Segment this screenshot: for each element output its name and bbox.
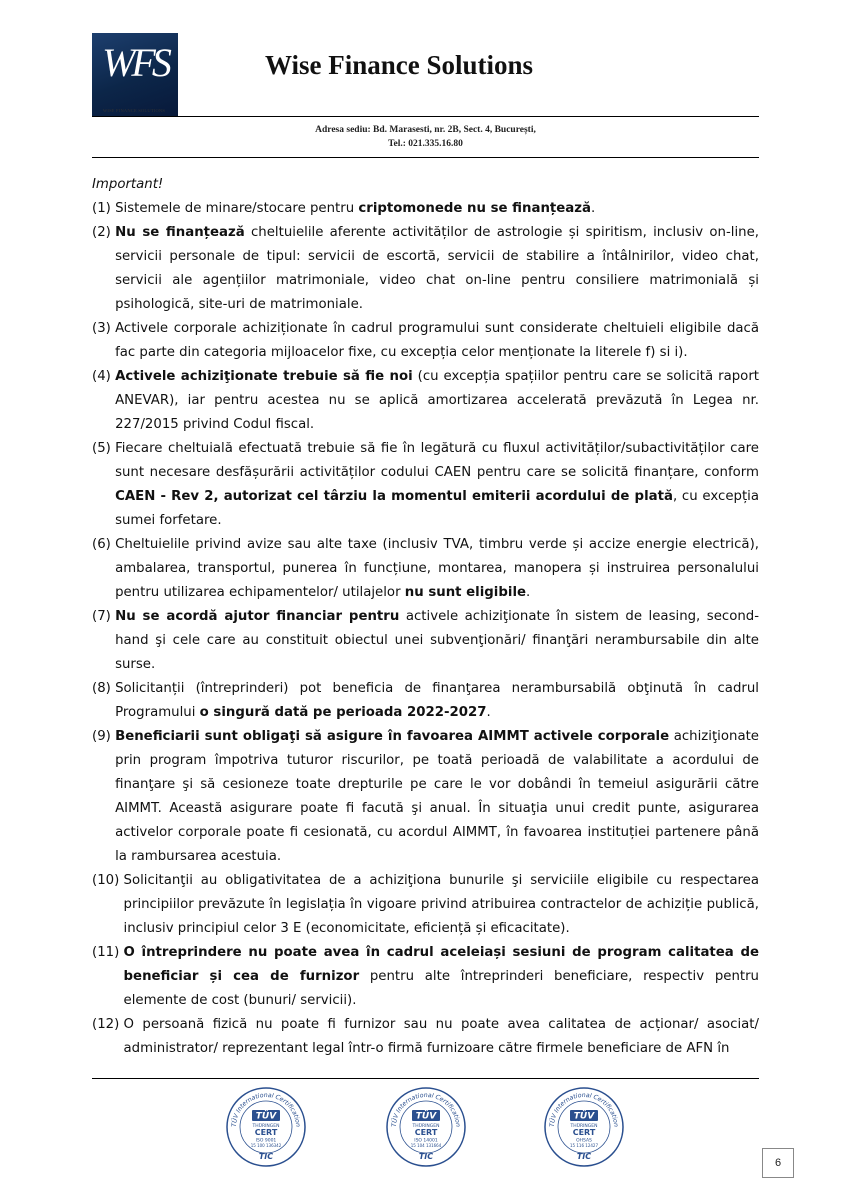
list-item-text bbox=[124, 869, 759, 941]
text-segment: activele achiziţionate în sistem de leasing, second-hand şi cele care au constituit obiectul unei subvenţionări/ finanţări nerambursabile din alte surse. bbox=[115, 609, 760, 672]
address-line-1: Adresa sediu: Bd. Marasesti, nr. 2B, Sect. 4, București, bbox=[315, 125, 536, 135]
seal-standard: ISO 9001 bbox=[255, 1138, 277, 1144]
document-body bbox=[92, 173, 759, 1061]
text-segment: Sistemele de minare/stocare pentru bbox=[115, 201, 359, 216]
list-item bbox=[92, 941, 759, 1013]
logo-subtitle: WISE FINANCE SOLUTIONS bbox=[102, 108, 166, 113]
seal-brand: TÜV bbox=[573, 1111, 595, 1122]
list-item-number: (4) bbox=[92, 369, 116, 384]
company-address bbox=[92, 123, 759, 151]
list-item-text bbox=[115, 677, 759, 725]
list-item-text bbox=[124, 1013, 759, 1061]
seal-cert: CERT bbox=[572, 1128, 596, 1137]
address-line-2: Tel.: 021.335.16.80 bbox=[388, 139, 463, 149]
list-item-number: (10) bbox=[92, 873, 124, 888]
seal-region: THÜRINGEN bbox=[252, 1124, 280, 1129]
text-segment: Solicitanții (întreprinderi) pot beneficia de finanţarea nerambursabilă obţinută în cadrul Programului bbox=[115, 681, 759, 720]
tuv-certification-seal bbox=[225, 1086, 307, 1168]
list-item bbox=[92, 869, 759, 941]
list-item-text bbox=[115, 221, 759, 317]
list-item bbox=[92, 533, 759, 605]
seal-footer: TIC bbox=[258, 1152, 274, 1161]
bold-text: Nu se finanțează bbox=[115, 225, 245, 240]
list-item-text bbox=[115, 725, 759, 869]
list-item-text bbox=[115, 437, 759, 533]
list-item-number: (11) bbox=[92, 945, 124, 960]
text-segment: . bbox=[486, 705, 491, 720]
text-segment: O persoană fizică nu poate fi furnizor sau nu poate avea calitatea de acționar/ asociat/ administrator/ reprezentant legal într-o firmă furnizoare către firmele beneficiare de AFN în bbox=[123, 1017, 759, 1056]
bold-text: Activele achiziţionate trebuie să fie noi bbox=[115, 369, 413, 384]
certification-seals bbox=[225, 1086, 645, 1170]
list-item bbox=[92, 197, 759, 221]
company-name: Wise Finance Solutions bbox=[265, 50, 534, 80]
header-divider-bottom bbox=[92, 157, 759, 158]
seal-brand: TÜV bbox=[255, 1111, 277, 1122]
company-logo bbox=[92, 33, 178, 116]
seal-number: 15 100 136342 bbox=[250, 1143, 282, 1148]
text-segment: Solicitanţii au obligativitatea de a achiziţiona bunurile şi serviciile eligibile cu respectarea principiilor prevăzute în legislația în vigoare privind atribuirea contractelor de achiziție publică, inclusiv principiul celor 3 E (economicitate, eficiență și eficacitate). bbox=[123, 873, 759, 936]
seal-number: 15 104 131664 bbox=[410, 1143, 442, 1148]
list-item-text bbox=[115, 605, 759, 677]
text-segment: cheltuielile aferente activităților de astrologie și spiritism, inclusiv on-line, servicii personale de tipul: servicii de escortă, servicii de stabilire a întâlnirilor, video chat, servicii ale agențiilor matrimoniale, video chat on-line pentru consiliere matrimonială și psihologică, site-uri de matrimoniale. bbox=[115, 225, 759, 312]
text-segment: (cu excepția spațiilor pentru care se solicită raport ANEVAR), iar pentru acestea nu se aplică amortizarea accelerată prevăzută în Legea nr. 227/2015 privind Codul fiscal. bbox=[115, 369, 760, 432]
text-segment: Activele corporale achiziționate în cadrul programului sunt considerate cheltuieli eligibile dacă fac parte din categoria mijloacelor fixe, cu excepția celor menționate la literele f) si i). bbox=[115, 321, 759, 360]
text-segment: Fiecare cheltuială efectuată trebuie să fie în legătură cu fluxul activităților/subactivităților care sunt necesare desfășurării activităților codului CAEN pentru care se solicită finanțare, conform bbox=[115, 441, 759, 480]
list-item bbox=[92, 677, 759, 725]
seal-cert: CERT bbox=[414, 1128, 438, 1137]
list-item-number: (1) bbox=[92, 201, 116, 216]
seal-standard: ISO 14001 bbox=[414, 1138, 438, 1144]
seal-footer: TIC bbox=[576, 1152, 592, 1161]
list-item-number: (8) bbox=[92, 681, 116, 696]
logo-letters: WFS bbox=[102, 40, 168, 85]
text-segment: achiziţionate prin program împotriva tuturor riscurilor, pe toată perioadă de valabilitate a acordului de finanţare şi să cesioneze toate drepturile pe care le vor dobândi în temeiul asigurării către AIMMT. Această asigurare poate fi facută şi anual. În situaţia unui credit punte, asigurarea activelor corporale poate fi cesionată, cu acordul AIMMT, în favoarea instituției partenere până la rambursarea acestuia. bbox=[115, 729, 759, 864]
text-segment: . bbox=[526, 585, 531, 600]
bold-text: Nu se acordă ajutor financiar pentru bbox=[115, 609, 400, 624]
seal-brand: TÜV bbox=[415, 1111, 437, 1122]
list-item bbox=[92, 317, 759, 365]
tuv-certification-seal bbox=[543, 1086, 625, 1168]
list-item bbox=[92, 221, 759, 317]
page-number: 6 bbox=[762, 1148, 794, 1178]
list-item-number: (5) bbox=[92, 441, 116, 456]
text-segment: . bbox=[590, 201, 596, 216]
seal-top-text: TÜV International Certification bbox=[390, 1091, 462, 1128]
bold-text: O întreprindere nu poate avea în cadrul aceleiași sesiuni de program calitatea de beneficiar și cea de furnizor bbox=[123, 945, 759, 984]
list-item bbox=[92, 725, 759, 869]
list-item-text bbox=[115, 365, 759, 437]
list-item-text bbox=[124, 941, 759, 1013]
seal-region: THÜRINGEN bbox=[412, 1124, 440, 1129]
text-segment: Cheltuielile privind avize sau alte taxe (inclusiv TVA, timbru verde și accize energie electrică), ambalarea, transportul, punerea în funcțiune, montarea, manopera și instruirea personalului pentru utilizarea echipamentelor/ utilajelor bbox=[115, 537, 759, 600]
list-item-text bbox=[115, 533, 759, 605]
footer-divider bbox=[92, 1078, 759, 1079]
header-divider-top bbox=[92, 116, 759, 117]
list-item bbox=[92, 437, 759, 533]
seal-standard: OHSAS bbox=[576, 1138, 592, 1144]
list-item-number: (7) bbox=[92, 609, 116, 624]
list-item-number: (3) bbox=[92, 321, 116, 336]
seal-top-text: TÜV International Certification bbox=[230, 1091, 302, 1128]
seal-number: 15 116 12427 bbox=[570, 1143, 598, 1148]
list-item-number: (2) bbox=[92, 225, 116, 240]
tuv-certification-seal bbox=[385, 1086, 467, 1168]
text-segment: , cu excepția sumei forfetare. bbox=[115, 489, 759, 528]
bold-text: criptomonede nu se finanțează bbox=[358, 201, 591, 216]
list-item-number: (9) bbox=[92, 729, 116, 744]
seal-cert: CERT bbox=[254, 1128, 278, 1137]
bold-text: o singură dată pe perioada 2022-2027 bbox=[199, 705, 487, 720]
list-item-text bbox=[115, 197, 759, 221]
seal-region: THÜRINGEN bbox=[570, 1124, 598, 1129]
list-item-number: (12) bbox=[92, 1017, 124, 1032]
list-item bbox=[92, 1013, 759, 1061]
list-item-number: (6) bbox=[92, 537, 116, 552]
bold-text: CAEN - Rev 2, autorizat cel târziu la momentul emiterii acordului de plată bbox=[115, 489, 673, 504]
bold-text: nu sunt eligibile bbox=[404, 585, 527, 600]
important-label: Important! bbox=[92, 177, 164, 192]
list-item bbox=[92, 605, 759, 677]
text-segment: pentru alte întreprinderi beneficiare, respectiv pentru elemente de cost (bunuri/ servicii). bbox=[123, 969, 759, 1008]
list-item-text bbox=[115, 317, 759, 365]
bold-text: Beneficiarii sunt obligaţi să asigure în favoarea AIMMT activele corporale bbox=[115, 729, 670, 744]
list-item bbox=[92, 365, 759, 437]
seal-top-text: TÜV International Certification bbox=[548, 1091, 620, 1128]
conditions-list bbox=[92, 197, 759, 1061]
seal-footer: TIC bbox=[418, 1152, 434, 1161]
